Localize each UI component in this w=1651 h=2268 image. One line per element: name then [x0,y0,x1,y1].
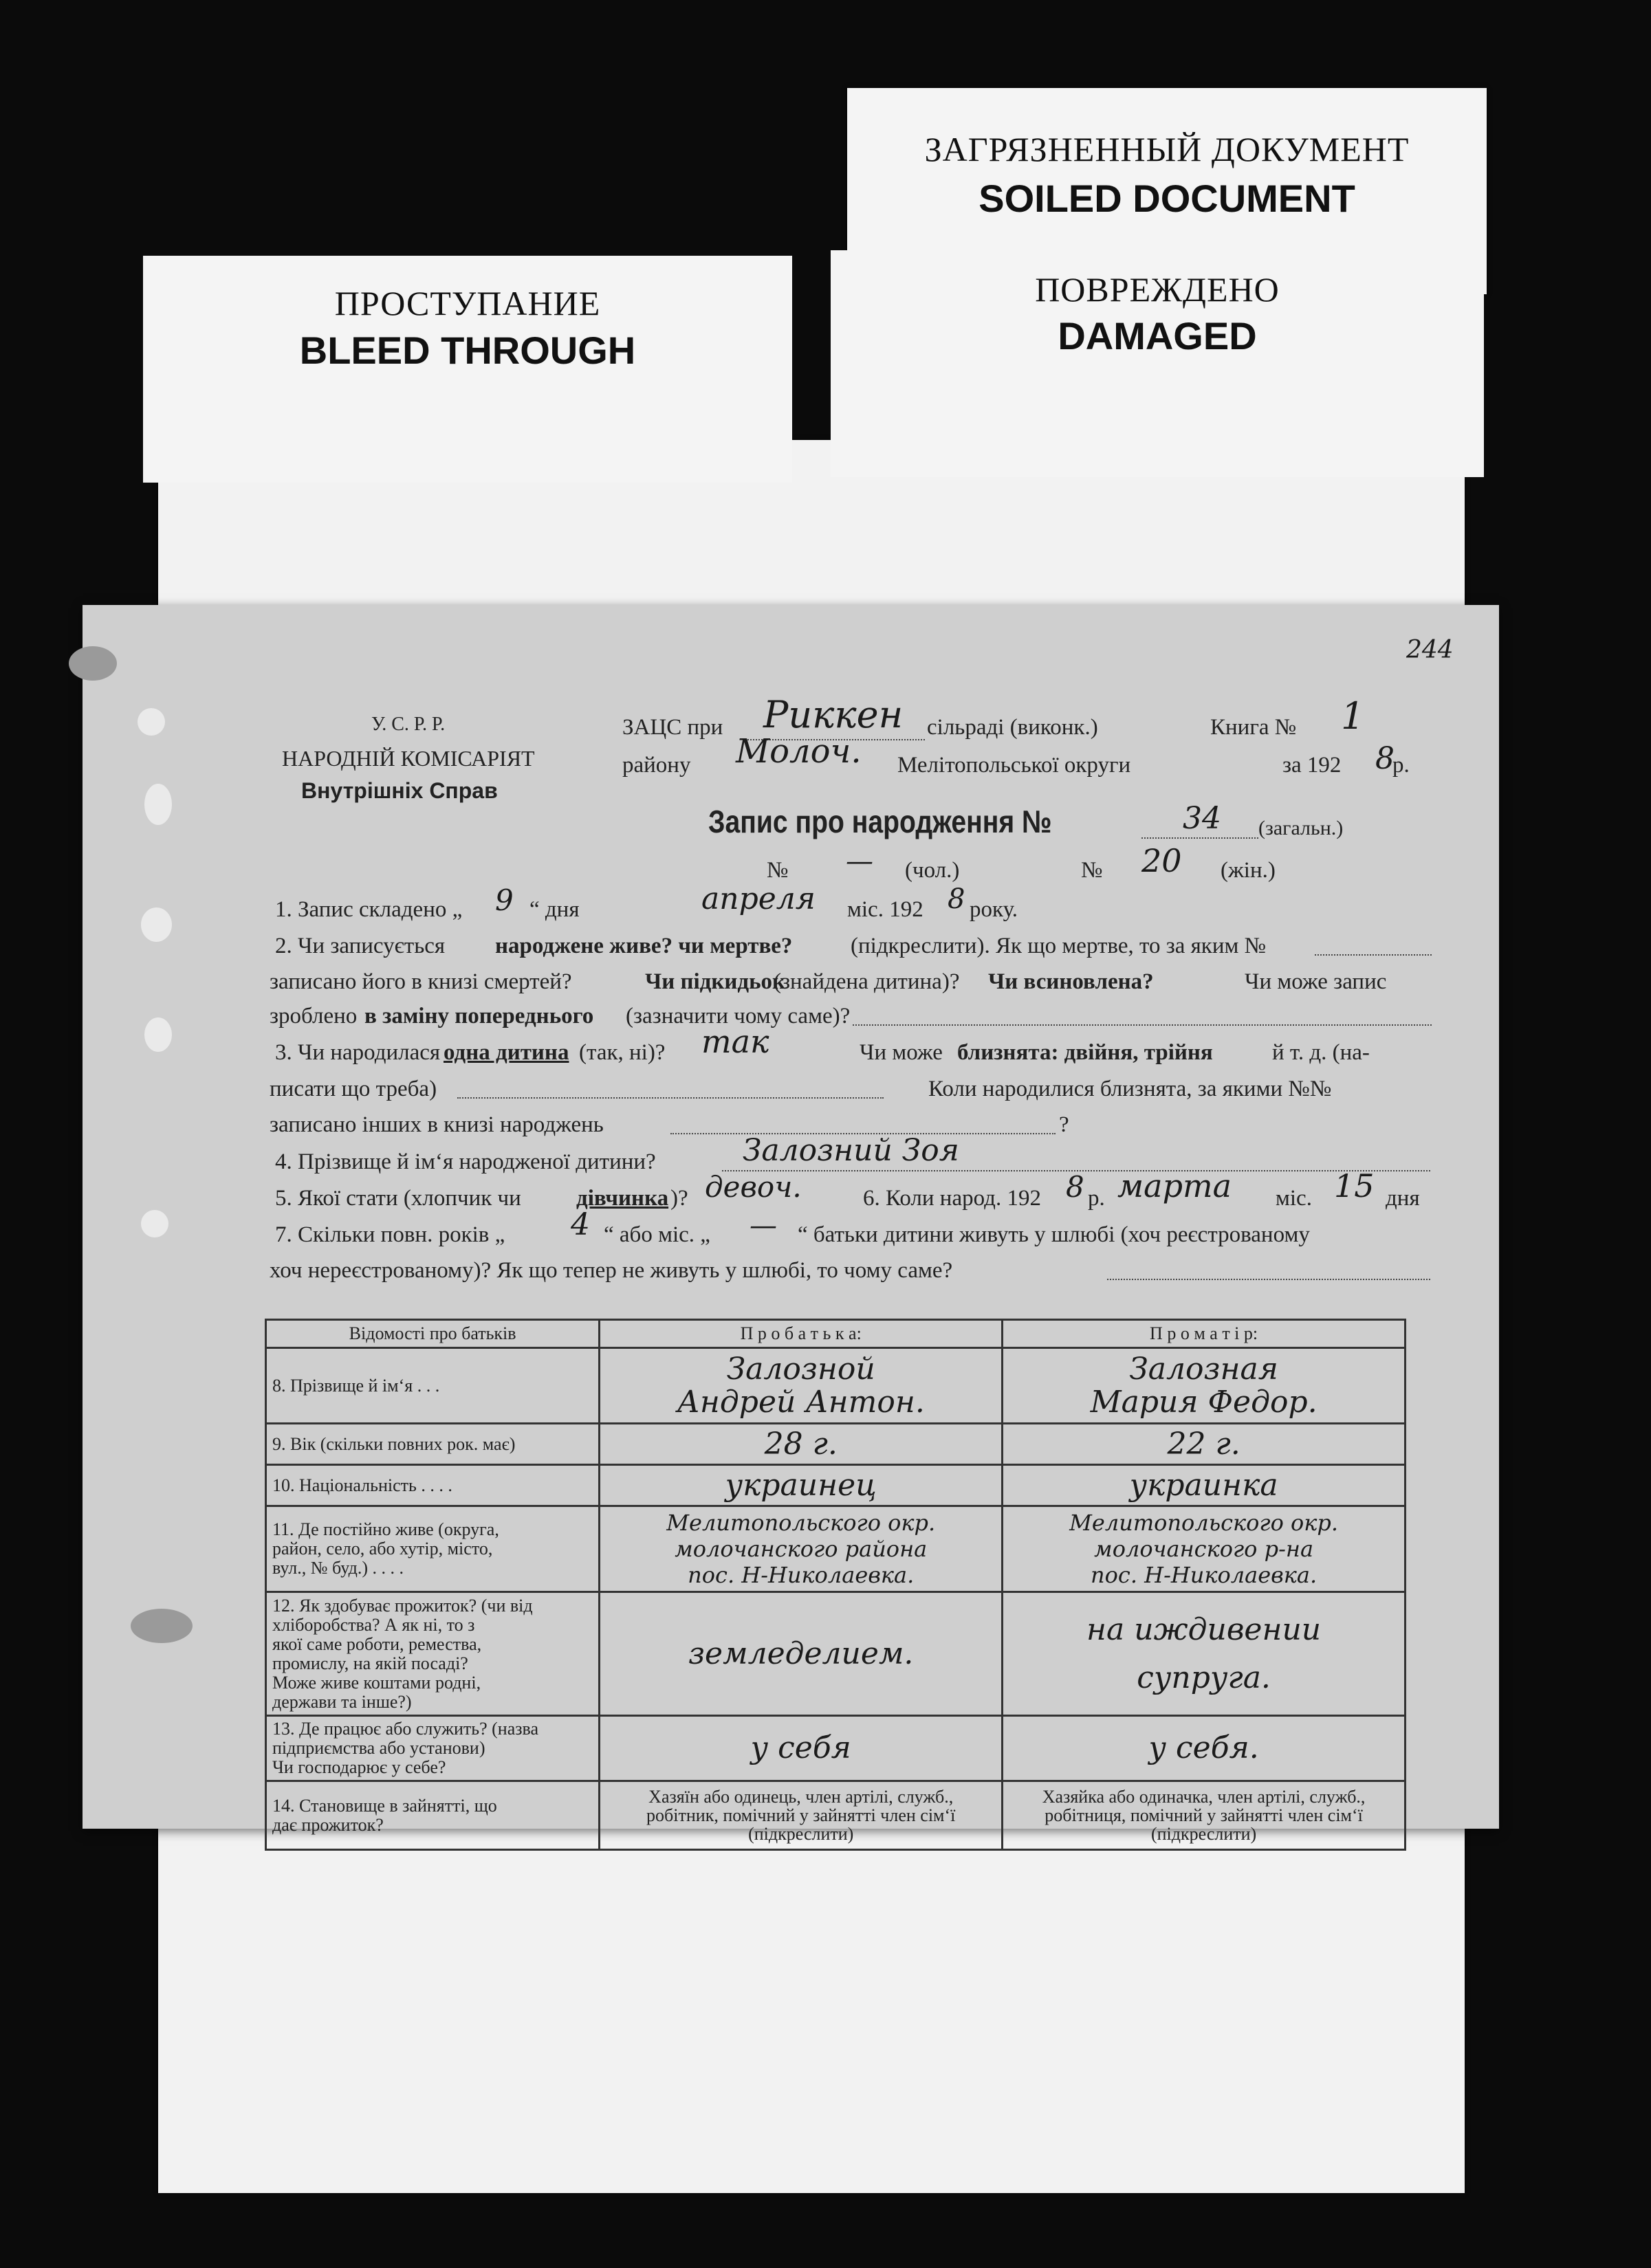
table-row [266,1592,1406,1716]
q6-month-hw: марта [1117,1167,1232,1204]
q6-year-hw: 8 [1066,1170,1084,1204]
q6-label-b: р. [1088,1186,1105,1211]
father-nationality-cell: украинец [600,1465,1003,1506]
row-label: 10. Національність . . . . [266,1465,600,1506]
bleed-title-en: BLEED THROUGH [299,329,636,372]
q4-label: 4. Прізвище й ім‘я народженої дитини? [275,1149,656,1174]
q3-line1-c: (так, ні)? [579,1040,666,1065]
q3-line3-b: ? [1059,1112,1069,1137]
q6-label-a: 6. Коли народ. 192 [863,1186,1041,1211]
row-label: 12. Як здобуває прожиток? (чи від хліборобства? А як ні, то з якої саме роботи, ремества, промислу, на якій посаді? Може живе коштами родні, держави та інше?) [266,1592,600,1716]
district-hw: Молоч. [736,732,862,771]
q3-line3-a: записано інших в книзі народжень [270,1112,604,1137]
row-label: 9. Вік (скільки повних рок. має) [266,1424,600,1465]
birth-record-sheet [83,605,1499,1844]
q1-year-hw: 8 [948,883,965,915]
okruga-label: Мелітопольської округи [897,753,1131,778]
binding-hole [141,907,172,942]
q2-line3-a: зроблено [270,1004,358,1028]
table-row [266,1781,1406,1850]
soiled-title-ru: ЗАГРЯЗНЕННЫЙ ДОКУМЕНТ [924,130,1410,168]
table-header-row [266,1320,1406,1348]
binding-hole [138,708,165,736]
table-header-cell: Відомості про батьків [266,1320,600,1348]
q2-line2-d: Чи всиновлена? [988,969,1154,994]
q2-line3-c: (зазначити чому саме)? [626,1004,851,1028]
male-num-label: № [767,858,789,883]
usrr-label: У. С. Р. Р. [371,714,446,735]
q2-line2-b: Чи підкидьок [645,969,786,994]
q6-day-hw: 15 [1334,1167,1375,1204]
q6-label-c: міс. [1276,1186,1312,1211]
q2-line1-b: народжене живе? чи мертве? [495,934,793,958]
q1-month-hw: апреля [701,881,816,916]
book-number-hw: 1 [1341,694,1365,738]
book-label: Книга № [1210,715,1297,740]
q2-line1-c: (підкреслити). Як що мертве, то за яким № [851,934,1267,958]
q2-line2-e: Чи може запис [1245,969,1387,994]
q2-line3-b: в заміну попереднього [364,1004,594,1028]
mother-nationality-cell: украинка [1003,1465,1406,1506]
female-num-label: № [1081,858,1103,883]
damaged-title-en: DAMAGED [1058,314,1257,357]
dotted-line [1107,1279,1430,1280]
q6-label-d: дня [1386,1186,1420,1211]
binding-hole [69,646,117,681]
binding-hole [141,1210,168,1237]
table-row [266,1506,1406,1592]
female-num-hw: 20 [1141,842,1182,879]
binding-hole [144,1017,172,1052]
q2-line2-a: записано його в книзі смертей? [270,969,572,994]
table-row [266,1716,1406,1781]
male-num-hw: — [846,846,873,877]
district-label: району [622,753,691,778]
q7-line2: хоч нереєстрованому)? Як що тепер не живуть у шлюбі, то чому саме? [270,1258,953,1283]
father-age-cell: 28 г. [600,1424,1003,1465]
binding-hole [144,784,172,825]
bleed-title-ru: ПРОСТУПАНИЕ [334,284,601,322]
q1-label-b: “ дня [529,897,580,922]
q5-label-c: )? [670,1186,688,1211]
q1-day-hw: 9 [495,883,514,917]
record-title: Запис про народження № [708,804,1052,839]
year-hw: 8 [1375,741,1395,776]
q7-line1-a: 7. Скільки повн. років „ [275,1222,505,1247]
father-occupation-cell: земледелием. [600,1592,1003,1716]
q3-line1-a: 3. Чи народилася [275,1040,441,1065]
soiled-title-en: SOILED DOCUMENT [978,177,1355,220]
year-pre: за 192 [1282,753,1342,778]
mother-status-cell: Хазяйка або одиначка, член артілі, служб., робітниця, помічний у зайнятті член сім‘ї (підкреслити) [1003,1781,1406,1850]
father-name-cell: Залозной Андрей Антон. [600,1348,1003,1424]
year-post: р. [1392,753,1410,778]
row-label: 8. Прізвище й ім‘я . . . [266,1348,600,1424]
q7-line1-b: “ або міс. „ [604,1222,710,1247]
q7-line1-c: “ батьки дитини живуть у шлюбі (хоч реєстрованому [798,1222,1310,1247]
table-row [266,1348,1406,1424]
table-row [266,1424,1406,1465]
mother-occupation-cell: на иждивении супруга. [1003,1592,1406,1716]
mother-age-cell: 22 г. [1003,1424,1406,1465]
zags-post: сільраді (виконк.) [927,715,1098,740]
q3-answer-hw: так [701,1023,769,1060]
damaged-title-ru: ПОВРЕЖДЕНО [1035,270,1280,309]
q3-line2-b: Коли народилися близнята, за якими №№ [928,1077,1332,1101]
bleed-through-card [143,256,792,483]
internal-affairs-label: Внутрішніх Справ [301,778,498,803]
q5-label-b: дівчинка [576,1186,669,1211]
dotted-line [853,1024,1432,1026]
mother-workplace-cell: у себя. [1003,1716,1406,1781]
q3-line1-e: близнята: двійня, трійня [957,1040,1213,1065]
record-number-hw: 34 [1183,801,1221,836]
q5-label-a: 5. Якої стати (хлопчик чи [275,1186,521,1211]
q5-sex-hw: девоч. [705,1170,802,1204]
row-label: 14. Становище в зайнятті, що дає прожиток? [266,1781,600,1850]
father-status-cell: Хазяїн або одинець, член артілі, служб., робітник, помічний у зайнятті член сім‘ї (підкреслити) [600,1781,1003,1850]
row-label: 11. Де постійно живе (округа, район, село, або хутір, місто, вул., № буд.) . . . . [266,1506,600,1592]
q2-line2-c: (знайдена дитина)? [774,969,960,994]
dotted-line [1315,954,1432,956]
table-row [266,1465,1406,1506]
q3-line1-d: Чи може [860,1040,943,1065]
dotted-line [457,1097,884,1099]
q7-months-hw: — [750,1210,777,1242]
male-label: (чол.) [905,858,960,883]
table-header-cell: П р о б а т ь к а: [600,1320,1003,1348]
q3-line1-f: й т. д. (на- [1272,1040,1370,1065]
q3-line1-b: одна дитина [444,1040,569,1065]
q7-years-hw: 4 [571,1207,590,1242]
parents-table [265,1319,1406,1851]
q1-label-c: міс. 192 [847,897,923,922]
table-header-cell: П р о м а т і р: [1003,1320,1406,1348]
q2-line1-a: 2. Чи записується [275,934,446,958]
q4-child-name-hw: Залозний Зоя [743,1133,959,1168]
father-residence-cell: Мелитопольского окр. молочанского района пос. Н-Николаевка. [600,1506,1003,1592]
zags-village-hw: Риккен [763,693,904,736]
q1-label-d: року. [970,897,1018,922]
father-workplace-cell: у себя [600,1716,1003,1781]
mother-name-cell: Залозная Мария Федор. [1003,1348,1406,1424]
damaged-card [831,250,1484,477]
commissariat-label: НАРОДНІЙ КОМІСАРІЯТ [282,746,535,771]
zags-pre: ЗАЦС при [622,715,723,740]
binding-hole [131,1609,193,1643]
mother-residence-cell: Мелитопольского окр. молочанского р-на пос. Н-Николаевка. [1003,1506,1406,1592]
q3-line2-a: писати що треба) [270,1077,437,1101]
page-number: 244 [1406,636,1454,664]
female-label: (жін.) [1221,858,1276,883]
q1-label-a: 1. Запис складено „ [275,897,463,922]
dotted-line [1141,837,1258,839]
row-label: 13. Де працює або служить? (назва підприємства або установи) Чи господарює у себе? [266,1716,600,1781]
record-general-label: (загальн.) [1258,817,1344,839]
